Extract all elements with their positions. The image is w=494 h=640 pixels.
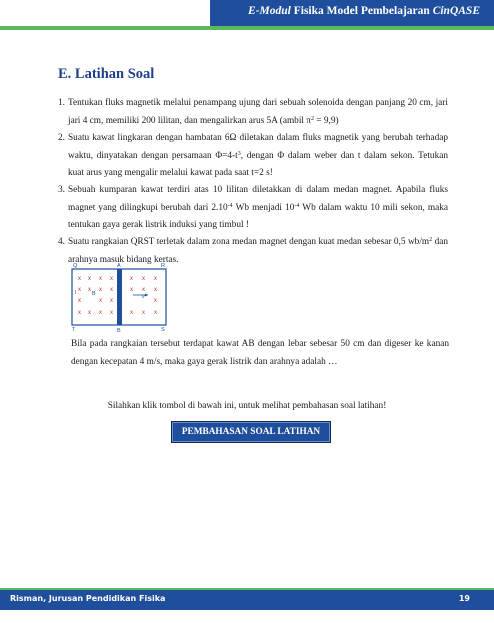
question-4: 4. Suatu rangkaian QRST terletak dalam zona medan magnet dengan kuat medan sebesar 0,5 $wb/m^2$ dan arahnya masuk bidang kertas. bbox=[58, 237, 448, 265]
field-cross: x bbox=[110, 287, 113, 293]
label-field: B bbox=[92, 291, 96, 297]
instruction-note: Silahkan klik tombol di bawah ini, untuk melihat pembahasan soal latihan! bbox=[107, 401, 387, 411]
field-cross: x bbox=[142, 310, 145, 316]
field-cross: x bbox=[99, 287, 102, 293]
field-cross: x bbox=[78, 310, 81, 316]
label-r: R bbox=[161, 263, 165, 269]
field-cross: x bbox=[154, 287, 157, 293]
velocity-arrowhead bbox=[145, 294, 148, 297]
field-cross: x bbox=[88, 310, 91, 316]
field-cross: x bbox=[154, 276, 157, 282]
question-2: 2. Suatu kawat lingkaran dengan hambatan 6Ω diletakan dalam fluks magnetik yang berubah terhadap waktu, dinyatakan dengan persamaan $\Phi=4-t^3$, dengan Φ dalam weber dan t dalam sekon. Tetukan kuat arus yang mengalir melalui kawat pada saat t=2 s! bbox=[58, 133, 448, 178]
label-current: I bbox=[75, 290, 77, 296]
module-title: E-Modul Fisika Model Pembelajaran CinQASE bbox=[248, 5, 480, 17]
field-cross: x bbox=[142, 287, 145, 293]
field-cross: x bbox=[142, 276, 145, 282]
field-cross: x bbox=[110, 310, 113, 316]
field-cross: x bbox=[130, 287, 133, 293]
wire-ab bbox=[117, 269, 122, 325]
field-cross: x bbox=[99, 310, 102, 316]
field-cross: x bbox=[88, 287, 91, 293]
section-title: E. Latihan Soal bbox=[58, 66, 155, 82]
field-cross: x bbox=[78, 276, 81, 282]
question-3: 3. Sebuah kumparan kawat terdiri atas 10 lilitan diletakkan di dalam medan magnet. Apabila fluks magnet yang dilingkupi berubah dari $2.10^{-4}$ Wb menjadi $10^{-4}$ Wb dalam waktu 10 mili sekon, maka tentukan gaya gerak listrik induksi yang timbul ! bbox=[58, 185, 448, 230]
field-cross: x bbox=[130, 276, 133, 282]
label-s: S bbox=[161, 327, 165, 333]
label-a: A bbox=[117, 263, 121, 269]
pembahasan-button[interactable]: PEMBAHASAN SOAL LATIHAN bbox=[171, 421, 331, 443]
label-q: Q bbox=[73, 263, 78, 269]
field-cross: x bbox=[99, 298, 102, 304]
field-cross: x bbox=[78, 287, 81, 293]
page-number: 19 bbox=[458, 594, 470, 603]
field-cross: x bbox=[99, 276, 102, 282]
field-cross: x bbox=[110, 298, 113, 304]
header-green-line bbox=[0, 26, 494, 30]
footer-author: Risman, Jurusan Pendidikan Fisika bbox=[10, 594, 166, 603]
field-cross: x bbox=[154, 298, 157, 304]
field-cross: x bbox=[110, 276, 113, 282]
question-1: 1. Tentukan fluks magnetik melalui penampang ujung dari sebuah solenoida dengan panjang 20 cm, jari jari 4 cm, memiliki 200 lilitan, dan mengalirkan arus 5A (ambil $\pi^2 = 9,9$) bbox=[58, 98, 448, 126]
question-4-description: Bila pada rangkaian tersebut terdapat kawat AB dengan lebar sebesar 50 cm dan digeser ke kanan dengan kecepatan 4 m/s, maka gaya gerak listrik dan arahnya adalah … bbox=[71, 339, 449, 367]
label-b: B bbox=[117, 328, 121, 334]
field-cross: x bbox=[154, 310, 157, 316]
circuit-diagram bbox=[70, 262, 170, 334]
field-cross: x bbox=[78, 298, 81, 304]
field-cross: x bbox=[130, 310, 133, 316]
label-velocity: v bbox=[142, 294, 145, 300]
label-t: T bbox=[72, 327, 76, 333]
field-cross: x bbox=[88, 276, 91, 282]
